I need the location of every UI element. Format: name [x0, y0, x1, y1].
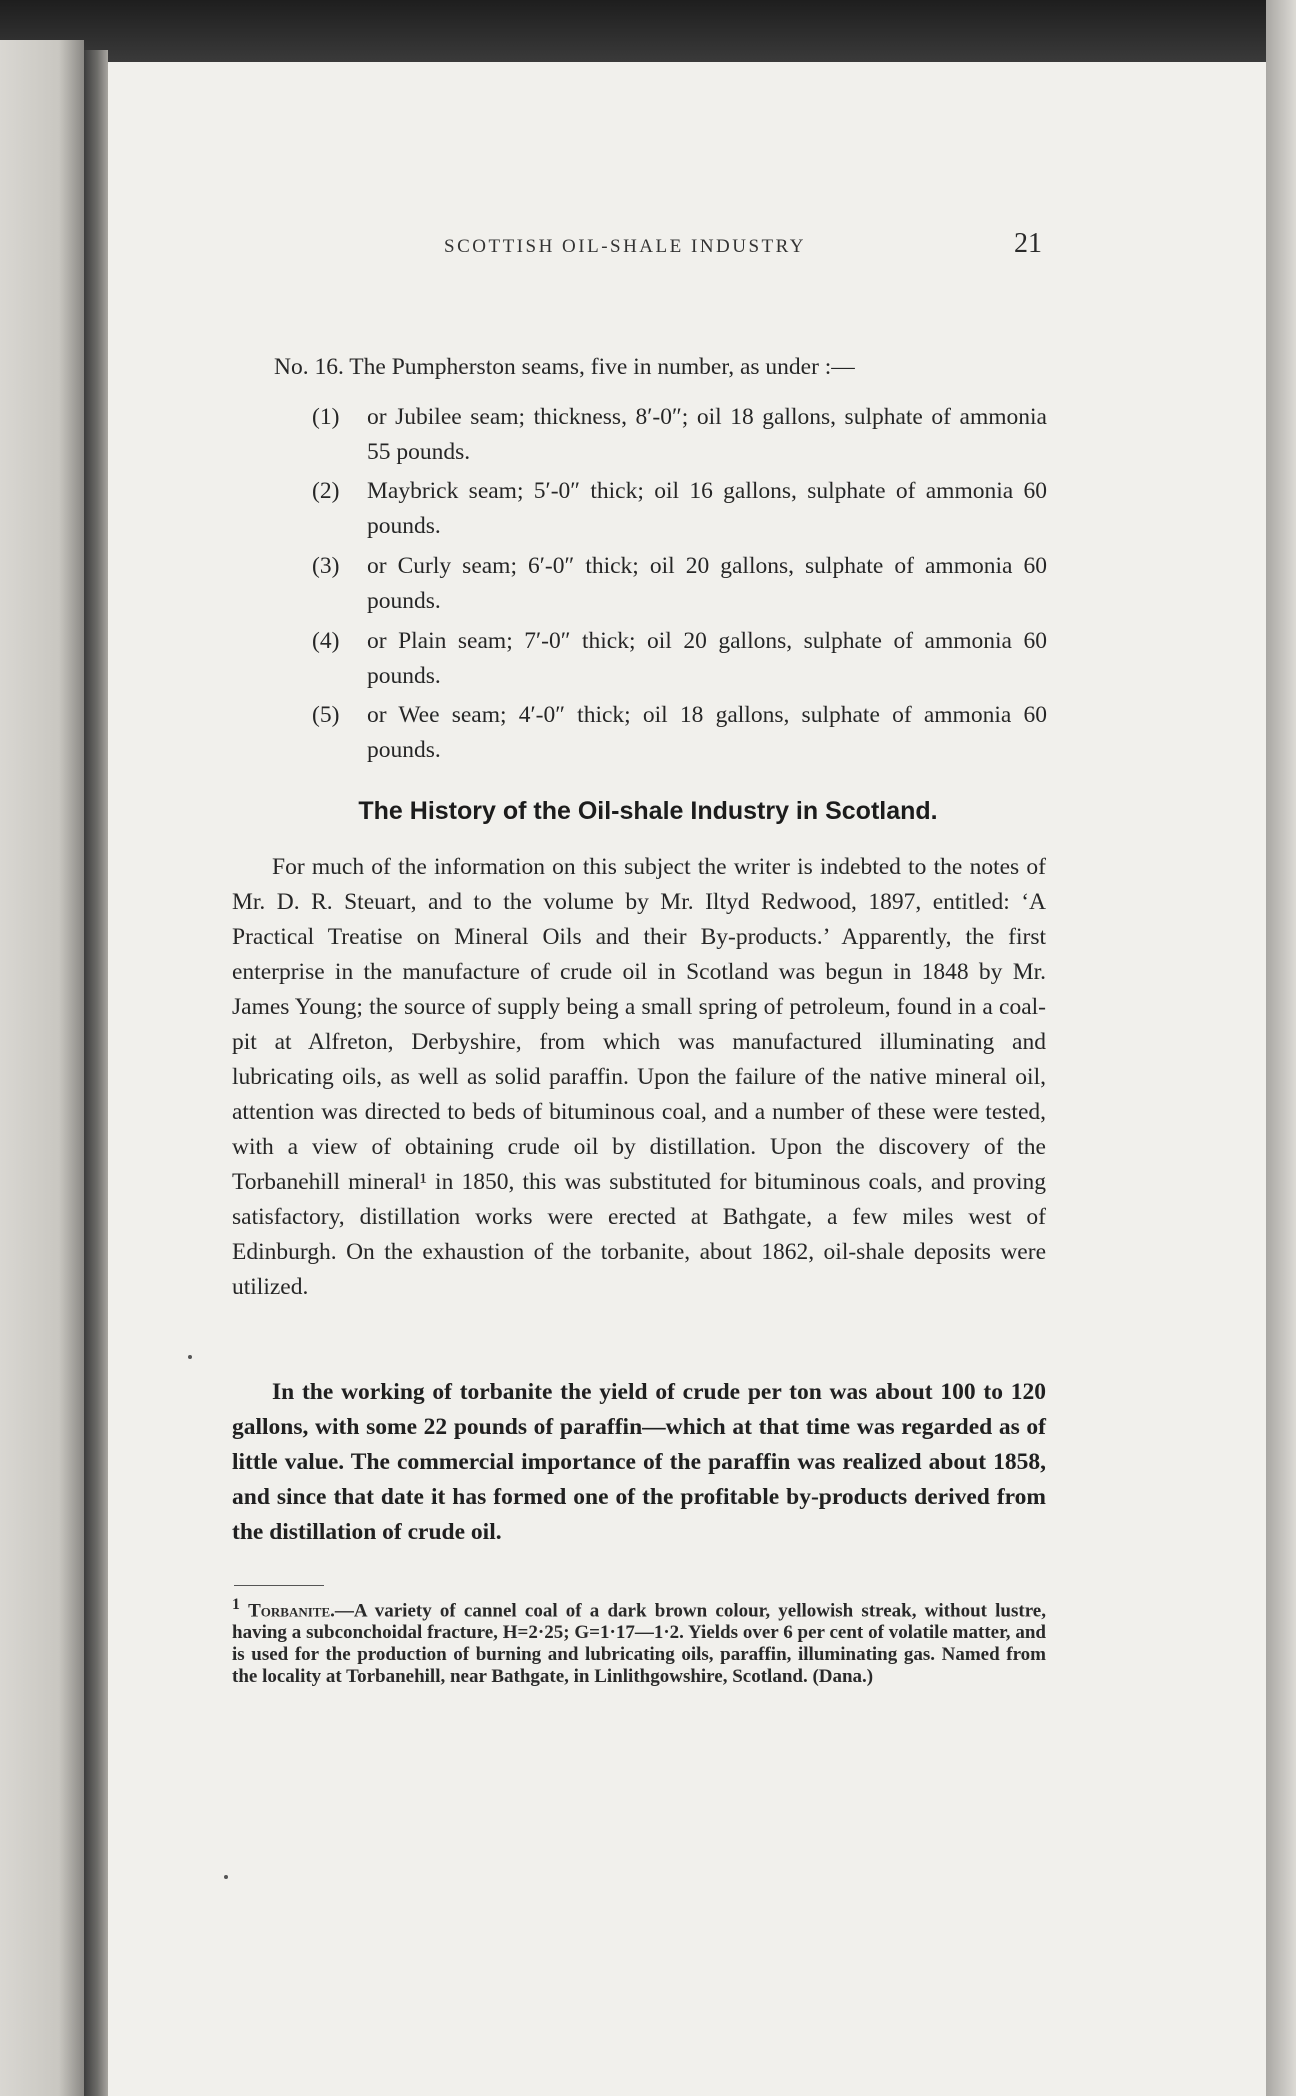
facing-page-edge — [0, 40, 84, 2096]
seam-list-intro: No. 16. The Pumpherston seams, five in number, as under :— — [274, 354, 855, 380]
paragraph-text: In the working of torbanite the yield of crude per ton was about 100 to 120 gallons, with some 22 pounds of paraffin—which at that time was regarded as of little value. The commercial importance of the paraffin was realized about 1858, and since that date it has formed one of the profitable by-products derived from the distillation of crude oil. — [232, 1379, 1046, 1545]
history-paragraph-2 — [232, 1375, 1046, 1550]
seam-number: (3) — [312, 553, 340, 579]
footnote-text: —A variety of cannel coal of a dark brown colour, yellowish streak, without lustre, having a subconchoidal fracture, H=2·25; G=1·17—1·2. Yields over 6 per cent of volatile matter, and is used for the production of burning and lubricating oils, paraffin, illuminating gas. Named from the locality at Torbanehill, near Bathgate, in Linlithgowshire, Scotland. (Dana.) — [232, 1600, 1046, 1688]
seam-number: (4) — [312, 628, 340, 654]
print-speck — [188, 1355, 192, 1359]
running-title: SCOTTISH OIL-SHALE INDUSTRY — [444, 236, 806, 257]
seam-description: or Curly seam; 6′-0″ thick; oil 20 gallons, sulphate of ammonia 60 pounds. — [367, 553, 1047, 614]
seam-description: or Wee seam; 4′-0″ thick; oil 18 gallons, sulphate of ammonia 60 pounds. — [367, 702, 1047, 763]
seam-number: (2) — [312, 478, 340, 504]
paragraph-text: For much of the information on this subject the writer is indebted to the notes of Mr. D. R. Steuart, and to the volume by Mr. Iltyd Redwood, 1897, entitled: ‘A Practical Treatise on Mineral Oils and their By-products.’ Apparently, the first enterprise in the manufacture of crude oil in Scotland was begun in 1848 by Mr. James Young; the source of supply being a small spring of petroleum, found in a coal-pit at Alfreton, Derbyshire, from which was manufactured illuminating and lubricating oils, as well as solid paraffin. Upon the failure of the native mineral oil, attention was directed to beds of bituminous coal, and a number of these were tested, with a view of obtaining crude oil by distillation. Upon the discovery of the Torbanehill mineral¹ in 1850, this was substituted for bituminous coals, and proving satisfactory, distillation works were erected at Bathgate, a few miles west of Edinburgh. On the exhaustion of the torbanite, about 1862, oil-shale deposits were utilized. — [232, 854, 1046, 1300]
history-paragraph-1 — [232, 850, 1046, 1305]
footnote — [232, 1594, 1046, 1688]
footnote-rule — [234, 1585, 324, 1586]
section-heading: The History of the Oil-shale Industry in Scotland. — [358, 797, 938, 825]
book-gutter — [84, 50, 108, 2096]
seam-description: Maybrick seam; 5′-0″ thick; oil 16 gallons, sulphate of ammonia 60 pounds. — [367, 478, 1047, 539]
page-right-edge — [1266, 0, 1296, 2096]
seam-description: or Jubilee seam; thickness, 8′-0″; oil 18 gallons, sulphate of ammonia 55 pounds. — [367, 404, 1047, 465]
running-head — [334, 228, 1048, 268]
print-speck — [224, 1875, 228, 1879]
seam-number: (5) — [312, 702, 340, 728]
scanner-backdrop — [0, 0, 1296, 62]
seam-description: or Plain seam; 7′-0″ thick; oil 20 gallons, sulphate of ammonia 60 pounds. — [367, 628, 1047, 689]
footnote-marker: 1 — [232, 1596, 240, 1613]
seam-number: (1) — [312, 404, 340, 430]
footnote-term: Torbanite. — [248, 1600, 335, 1622]
page-number: 21 — [1014, 228, 1042, 259]
